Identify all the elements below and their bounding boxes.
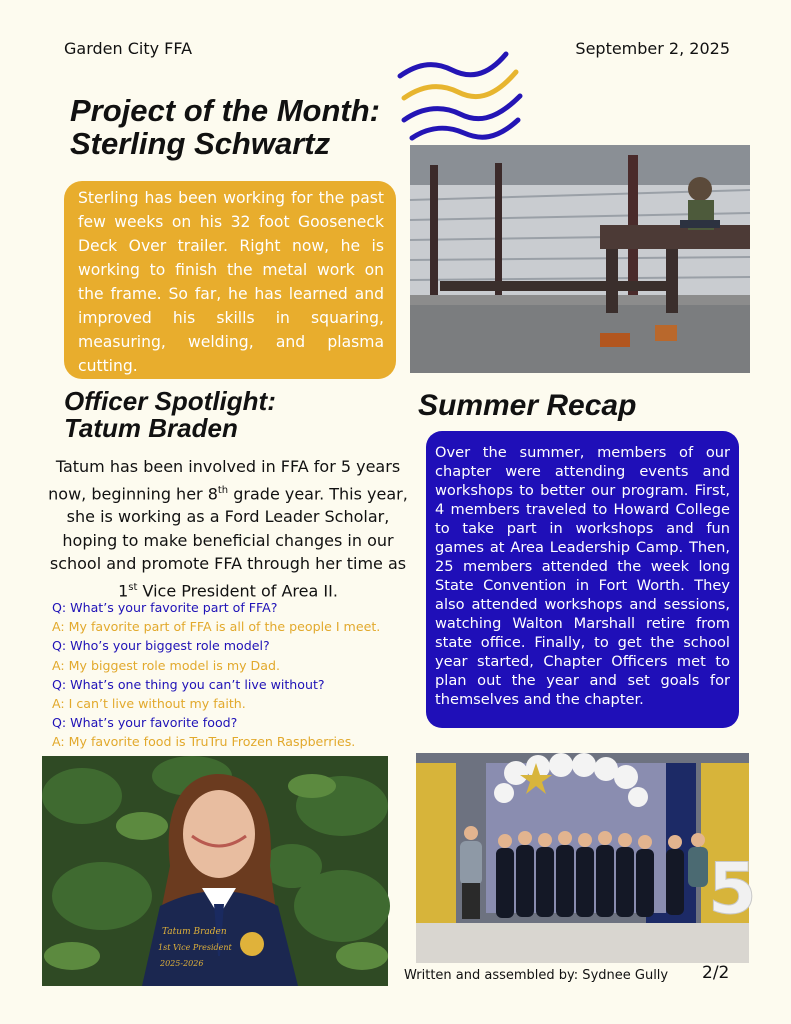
qa-answer: A: My favorite food is TruTru Frozen Raspberries. bbox=[52, 734, 356, 750]
summer-description: Over the summer, members of our chapter were attending events and workshops to better our program. First, 4 members traveled to Howard College to take part in workshops and fun games at Area Leadership Camp. Then, 25 members attended the week long State Convention in Fort Worth. They also attended workshops and sessions, watching Walton Marshall retire from state office. Finally, to get the school year started, Chapter Officers met to plan out the year and set goals for themselves and the chapter. bbox=[426, 431, 739, 728]
qa-question: Q: What’s your favorite food? bbox=[52, 715, 238, 731]
qa-answer: A: My biggest role model is my Dad. bbox=[52, 657, 280, 673]
officer-sup-th: th bbox=[217, 484, 229, 496]
officer-text-3: Vice President of Area II. bbox=[137, 581, 338, 601]
page-number: 2/2 bbox=[702, 963, 730, 983]
qa-question: Q: What’s one thing you can’t live without? bbox=[52, 676, 325, 692]
credit: Written and assembled by: Sydnee Gully bbox=[404, 968, 669, 983]
summer-title: Summer Recap bbox=[418, 389, 637, 422]
project-title-line2: Sterling Schwartz bbox=[70, 125, 331, 161]
issue-date: September 2, 2025 bbox=[575, 39, 730, 58]
org-name: Garden City FFA bbox=[64, 39, 193, 58]
officer-title bbox=[64, 388, 276, 443]
officer-portrait-photo bbox=[42, 756, 388, 986]
jacket-office: 1st Vice President bbox=[158, 943, 232, 952]
officer-description bbox=[40, 455, 416, 603]
officer-text-1: Tatum has been involved in FFA for 5 years now, beginning her 8 bbox=[48, 457, 401, 503]
qa-question: Q: What’s your favorite part of FFA? bbox=[52, 600, 278, 615]
jacket-name: Tatum Braden bbox=[162, 927, 227, 937]
qa-answer: A: I can’t live without my faith. bbox=[52, 696, 246, 712]
trailer-photo bbox=[410, 145, 750, 373]
jacket-year: 2025-2026 bbox=[160, 959, 204, 968]
group-photo bbox=[416, 753, 757, 963]
qa-question: Q: Who’s your biggest role model? bbox=[52, 638, 270, 654]
officer-title-line2: Tatum Braden bbox=[64, 413, 238, 444]
project-description: Sterling has been working for the past few weeks on his 32 foot Gooseneck Deck Over trailer. Right now, he is working to finish the metal work on the frame. So far, he has learned and improved his skills in squaring, measuring, welding, and plasma cutting. bbox=[64, 181, 396, 379]
officer-text-2: grade year. This year, she is working as a Ford Leader Scholar, hoping to make beneficial changes in our school and promote FFA through her time as 1 bbox=[49, 483, 408, 601]
officer-title-line1: Officer Spotlight: bbox=[64, 386, 276, 416]
wave-decoration bbox=[394, 48, 528, 144]
svg-text:5: 5 bbox=[708, 848, 757, 930]
officer-sup-st: st bbox=[128, 581, 138, 593]
project-title bbox=[70, 95, 380, 160]
project-title-line1: Project of the Month: bbox=[70, 93, 380, 128]
officer-qa bbox=[52, 598, 422, 752]
qa-answer: A: My favorite part of FFA is all of the people I meet. bbox=[52, 619, 381, 635]
